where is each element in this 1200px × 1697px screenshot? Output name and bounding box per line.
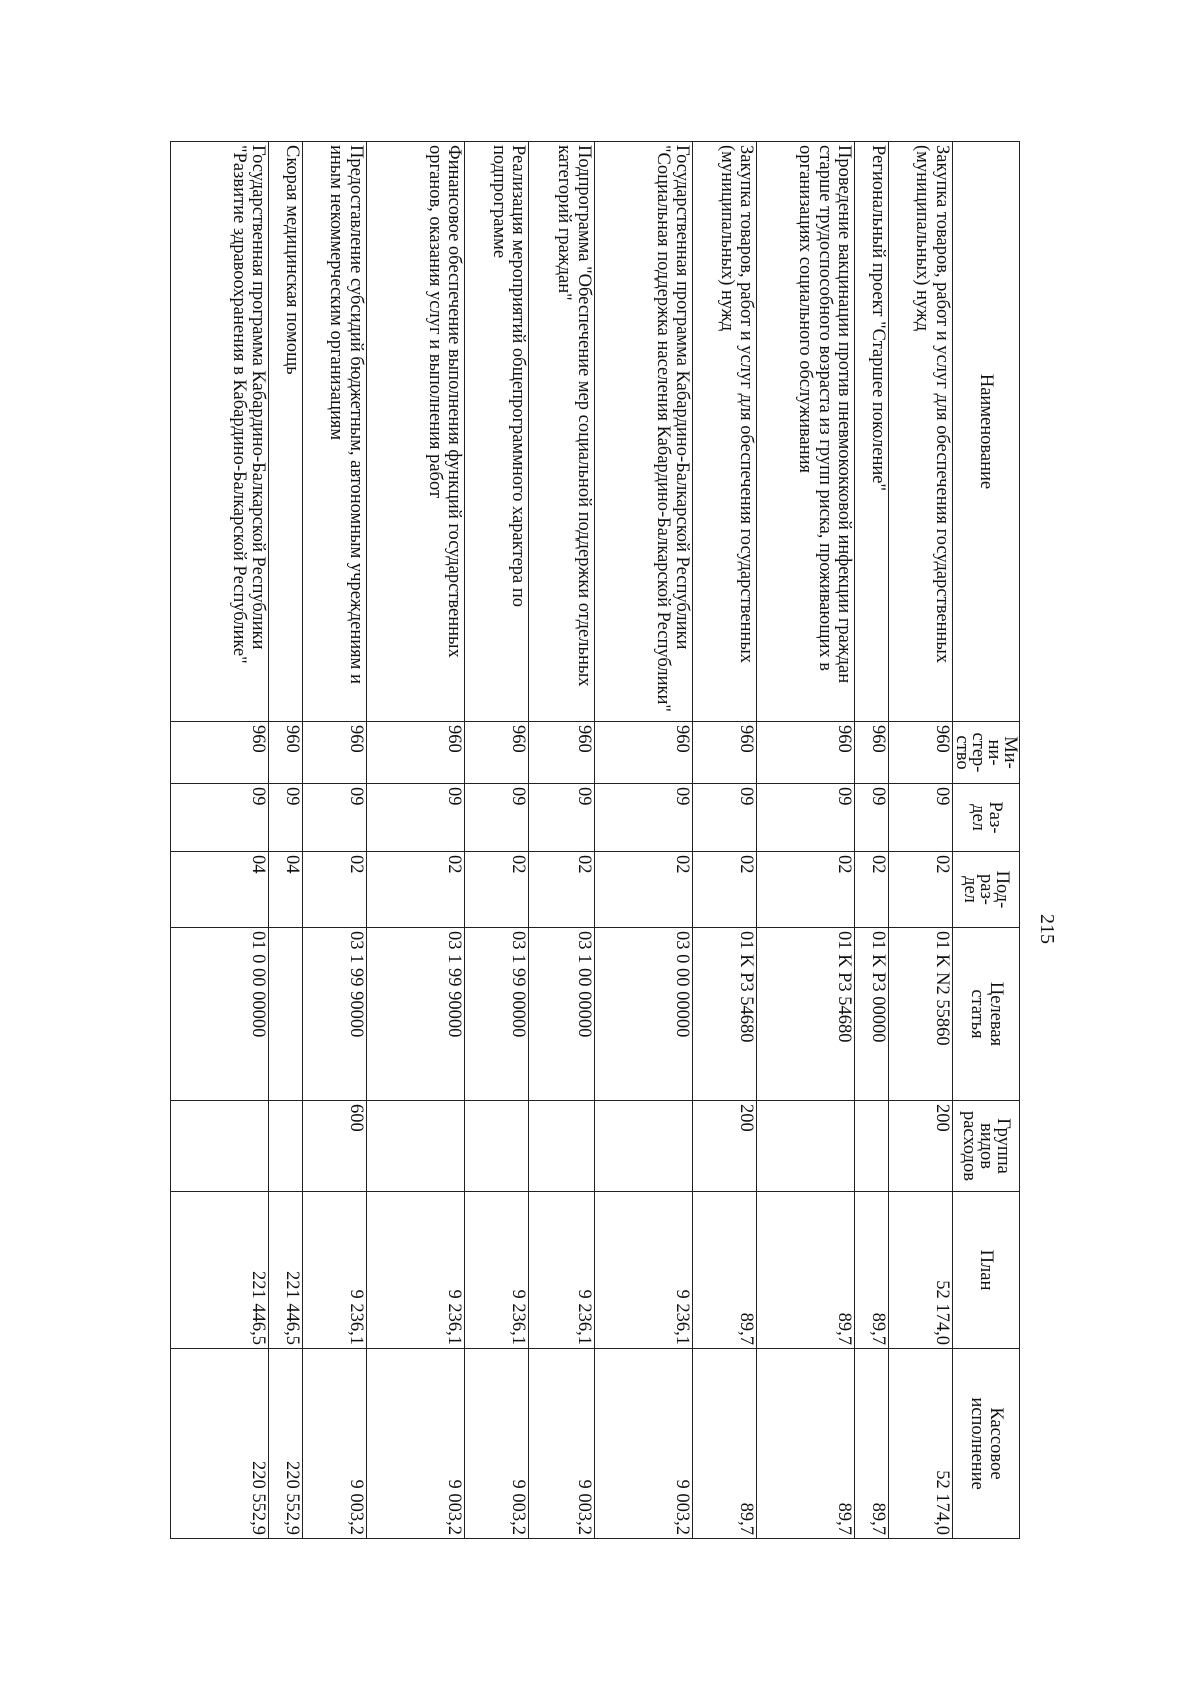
row-cash-execution: 9 003,2 (594, 1349, 692, 1539)
row-subsection: 02 (855, 852, 889, 928)
row-section: 09 (693, 784, 757, 852)
table-row (594, 142, 692, 1539)
row-name: Скорая медицинская помощь (269, 142, 303, 722)
row-cash-execution: 9 003,2 (302, 1349, 366, 1539)
row-plan: 52 174,0 (888, 1192, 952, 1349)
row-target-article: 01 K P3 00000 (855, 928, 889, 1101)
row-section: 09 (465, 784, 529, 852)
row-plan: 221 446,5 (269, 1192, 303, 1349)
row-ministry: 960 (855, 722, 889, 784)
row-cash-execution: 89,7 (693, 1349, 757, 1539)
row-target-article: 01 K N2 55860 (888, 928, 952, 1101)
row-cash-execution: 9 003,2 (465, 1349, 529, 1539)
header-subsection: Под- раз- дел (953, 852, 1020, 928)
row-section: 09 (171, 784, 269, 852)
table-row (302, 142, 366, 1539)
table-row (693, 142, 757, 1539)
row-plan: 89,7 (693, 1192, 757, 1349)
row-cash-execution: 220 552,9 (269, 1349, 303, 1539)
row-plan: 9 236,1 (465, 1192, 529, 1349)
row-ministry: 960 (302, 722, 366, 784)
row-expense-group (757, 1101, 855, 1192)
row-ministry: 960 (171, 722, 269, 784)
table-row (465, 142, 529, 1539)
row-expense-group (529, 1101, 595, 1192)
header-ministry: Ми- ни- стер- ство (953, 722, 1020, 784)
header-section: Раз- дел (953, 784, 1020, 852)
row-target-article: 03 1 00 00000 (529, 928, 595, 1101)
row-section: 09 (594, 784, 692, 852)
table-row (171, 142, 269, 1539)
row-name: Предоставление субсидий бюджетным, автономным учреждениям и иным некоммерческим организациям (302, 142, 366, 722)
row-subsection: 02 (693, 852, 757, 928)
row-expense-group (594, 1101, 692, 1192)
row-section: 09 (302, 784, 366, 852)
row-section: 09 (269, 784, 303, 852)
row-subsection: 02 (594, 852, 692, 928)
header-target-article: Целевая статья (953, 928, 1020, 1101)
table-row (529, 142, 595, 1539)
row-ministry: 960 (465, 722, 529, 784)
row-expense-group: 600 (302, 1101, 366, 1192)
row-name: Реализация мероприятий общепрограммного характера по подпрограмме (465, 142, 529, 722)
row-ministry: 960 (757, 722, 855, 784)
row-target-article: 03 1 99 90000 (366, 928, 464, 1101)
page-number: 215 (1036, 914, 1058, 944)
row-subsection: 02 (366, 852, 464, 928)
row-cash-execution: 89,7 (757, 1349, 855, 1539)
row-expense-group (855, 1101, 889, 1192)
row-name: Подпрограмма "Обеспечение мер социальной поддержки отдельных категорий граждан" (529, 142, 595, 722)
header-cash-execution: Кассовое исполнение (953, 1349, 1020, 1539)
row-name: Региональный проект "Старшее поколение" (855, 142, 889, 722)
row-plan: 89,7 (757, 1192, 855, 1349)
header-plan: План (953, 1192, 1020, 1349)
header-expense-group: Группа видов расходов (953, 1101, 1020, 1192)
document-sheet (170, 141, 1020, 1538)
row-expense-group (465, 1101, 529, 1192)
row-subsection: 02 (302, 852, 366, 928)
row-name: Проведение вакцинации против пневмококковой инфекции граждан старше трудоспособного возраста из групп риска, проживающих в организациях социального обслуживания (757, 142, 855, 722)
row-subsection: 02 (888, 852, 952, 928)
row-target-article (269, 928, 303, 1101)
budget-table (170, 141, 1020, 1539)
row-cash-execution: 9 003,2 (529, 1349, 595, 1539)
row-target-article: 03 0 00 00000 (594, 928, 692, 1101)
row-cash-execution: 220 552,9 (171, 1349, 269, 1539)
row-target-article: 03 1 99 00000 (465, 928, 529, 1101)
row-name: Закупка товаров, работ и услуг для обеспечения государственных (муниципальных) нужд (888, 142, 952, 722)
row-expense-group (366, 1101, 464, 1192)
row-expense-group: 200 (693, 1101, 757, 1192)
row-section: 09 (529, 784, 595, 852)
table-header (953, 142, 1020, 1539)
row-expense-group (269, 1101, 303, 1192)
row-subsection: 04 (269, 852, 303, 928)
row-section: 09 (855, 784, 889, 852)
row-name: Государственная программа Кабардино-Балкарской Республики "Социальная поддержка населения Кабардино-Балкарской Республики" (594, 142, 692, 722)
row-name: Закупка товаров, работ и услуг для обеспечения государственных (муниципальных) нужд (693, 142, 757, 722)
row-plan: 9 236,1 (366, 1192, 464, 1349)
row-ministry: 960 (366, 722, 464, 784)
row-ministry: 960 (594, 722, 692, 784)
row-expense-group (171, 1101, 269, 1192)
row-subsection: 02 (529, 852, 595, 928)
row-section: 09 (757, 784, 855, 852)
row-target-article: 01 K P3 54680 (757, 928, 855, 1101)
row-plan: 221 446,5 (171, 1192, 269, 1349)
row-expense-group: 200 (888, 1101, 952, 1192)
row-subsection: 04 (171, 852, 269, 928)
header-name: Наименование (953, 142, 1020, 722)
row-name: Государственная программа Кабардино-Балкарской Республики "Развитие здравоохранения в Кабардино-Балкарской Республике" (171, 142, 269, 722)
row-target-article: 03 1 99 90000 (302, 928, 366, 1101)
row-cash-execution: 89,7 (855, 1349, 889, 1539)
row-section: 09 (366, 784, 464, 852)
table-row (855, 142, 889, 1539)
table-row (888, 142, 952, 1539)
row-plan: 9 236,1 (302, 1192, 366, 1349)
table-row (366, 142, 464, 1539)
row-cash-execution: 9 003,2 (366, 1349, 464, 1539)
row-ministry: 960 (693, 722, 757, 784)
row-plan: 9 236,1 (529, 1192, 595, 1349)
row-ministry: 960 (529, 722, 595, 784)
row-plan: 9 236,1 (594, 1192, 692, 1349)
table-body (171, 142, 953, 1539)
row-ministry: 960 (269, 722, 303, 784)
table-row (269, 142, 303, 1539)
row-name: Финансовое обеспечение выполнения функций государственных органов, оказания услуг и выполнения работ (366, 142, 464, 722)
row-cash-execution: 52 174,0 (888, 1349, 952, 1539)
row-target-article: 01 0 00 00000 (171, 928, 269, 1101)
table-row (757, 142, 855, 1539)
row-subsection: 02 (465, 852, 529, 928)
row-ministry: 960 (888, 722, 952, 784)
row-target-article: 01 K P3 54680 (693, 928, 757, 1101)
row-subsection: 02 (757, 852, 855, 928)
row-section: 09 (888, 784, 952, 852)
row-plan: 89,7 (855, 1192, 889, 1349)
